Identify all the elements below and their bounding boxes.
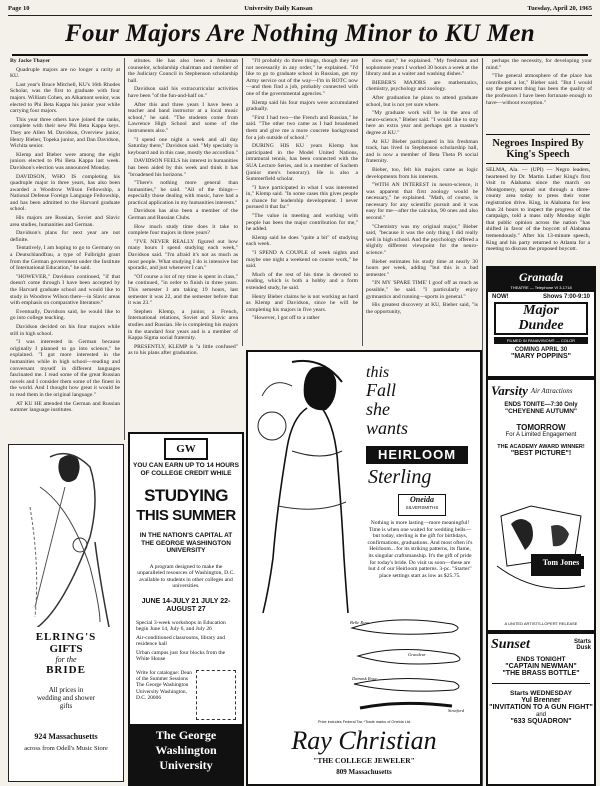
elrings-gifts-line: gifts [59, 702, 73, 710]
article-paragraph: Bieber estimates his study time at nearly 30 hours per week, adding "but this is a bad semester." [366, 258, 478, 278]
article-paragraph: "The value in meeting and working with people has been the major contribution for me," he added. [246, 213, 358, 233]
article-paragraph: stitutes. He has also been a freshman counselor, scholarship chairman and member of the Judiciary Council in Stephenson scholarship hall. [128, 58, 238, 84]
heirloom-fineprint: Price includes Federal Tax *Trade marks of Oneida Ltd. [318, 720, 412, 724]
article-paragraph: DAVIDSON FEELS his interest in humanities has been aided by this week and think it has "broadened his horizons." [128, 158, 238, 178]
article-column-1 [10, 58, 120, 440]
elrings-for: for the [55, 655, 77, 664]
article-paragraph: Bieber, too, felt his majors came as logic developments from his interests. [366, 166, 478, 180]
article-paragraph: Davidson has also been a member of the German and Russian Clubs. [128, 208, 238, 222]
granada-sub: THEATRE — Telephone VI 3-1718 [510, 285, 572, 290]
article-paragraph: AT KU HE attended the German and Russian summer language institutes. [10, 400, 120, 414]
tagline-this: this [366, 364, 390, 381]
article-paragraph: "I SPEND A COUPLE of week nights and maybe one night a weekend on course work," he said. [246, 250, 358, 270]
article-paragraph: Davidson said his extracurricular activities have been "of the fun-and-half on." [128, 86, 238, 99]
article-paragraph: Tentatively, I am hoping to go to Germany on a Deutschlandfrau, a type of Fulbright grant from the German government under the Institute of International Education," he said. [10, 245, 120, 272]
granada-showtimes: Shows 7:00-9:10 [542, 294, 590, 300]
gw-bullet-1: Special 3-week workshops in Education begin June 14, July 6, and July 26 [136, 620, 226, 633]
article-column-5 [486, 58, 592, 132]
article-paragraph: Davidson decided on his four majors while still in high school. [10, 323, 120, 337]
gw-top-text: YOU CAN EARN UP TO 14 HOURS OF COLLEGE CREDIT WHILE [133, 462, 239, 477]
heirloom-sterling: Sterling [368, 466, 432, 488]
page-number: Page 10 [8, 5, 30, 12]
article-paragraph: DAVIDSON, WHO IS completing his quadruple major in three years, has also been awarded a Woodrow Wilson Fellowship, a National Defense Foreign Language Fellowship, and has been admitted to the Harvard graduate school. [10, 173, 120, 213]
article-paragraph: "There's nothing more general than humanities," he said. "All of the things—especially those dealing with music, have had a practical application in my humanities interests." [128, 180, 238, 206]
granada-title-1: Major [523, 303, 559, 318]
article-paragraph: "Of course a lot of my time is spent in class," he continued, "in order to finish in three years. This semester I am taking 19 hours, last semester it was 22, and the semester before that it was 23." [128, 273, 238, 307]
pattern-belle-rose: Belle Rose [350, 620, 370, 625]
varsity-credit: A UNITED ARTISTS-LOPERT RELEASE [504, 621, 578, 626]
sunset-name: Sunset [491, 637, 530, 652]
article-paragraph: After this and three years I have been a teacher and band instructor at a local music school," he said. "The students come from Lawrence High School and some of the instruments also." [128, 101, 238, 134]
granada-color: FILMED IN PANAVISION® — COLOR [494, 337, 588, 344]
gw-name-2: Washington [155, 743, 217, 757]
oneida-name: Oneida [410, 495, 434, 504]
article-paragraph: Davidson's plans for next year are not definite. [10, 230, 120, 243]
elrings-note: across from Odell's Music Store [24, 745, 108, 752]
article-paragraph: "Chemistry was my original major," Bieber said, "because it was the only thing I did really well in high school. And the psychology offered a slightly different viewpoint for the neuro-science." [366, 223, 478, 257]
article-paragraph: Stephen Klemp, a junior, a French, International relations, Soviet and Slavic area studies and Russian. He is completing his majors in the standard four years and is a member of Kappa Sigma social fraternity. [128, 308, 238, 342]
gw-this-summer: THIS SUMMER [136, 507, 236, 524]
sunset-film-1: "CAPTAIN NEWMAN" [505, 663, 577, 670]
elrings-bride: BRIDE [46, 664, 86, 676]
store-tagline: "THE COLLEGE JEWELER" [313, 756, 415, 765]
gw-desc: A program designed to make the unparalleled resources of Washington, D.C. available to students in other colleges and universities. [137, 564, 235, 590]
sunset-and: and [535, 712, 546, 718]
article-paragraph: "I'VE NEVER REALLY figured out how many hours I spend studying each week," Davidson said. "I'm afraid it's not as much as most people. What studying I do is intensive but sporadic, and just whenever I can." [128, 238, 238, 272]
sunset-dusk: Dusk [576, 645, 591, 651]
oneida-silversmiths: SILVERSMITHS [405, 505, 439, 510]
brief-body: SELMA, Ala. — (UPI) — Negro leaders, heartened by Dr. Martin Luther King's first visit to Alabama since the march on Montgomery, spread out through a three-county area today to press their voter registration drive. King, in Alabama for less than 24 hours to inspect the progress of the campaign, told a mass rally Monday night that public opinion across the nation "has shifted in favor of the boycott of Alabama tremendously." After his 13-minute speech, King and his party returned to Atlanta for a meeting to discuss the proposed boycott. [486, 167, 590, 253]
article-paragraph: perhaps the necessity, for developing your mind." [486, 58, 592, 71]
oneida-box [398, 494, 446, 516]
article-paragraph: "My graduate work will be in the area of neuro-science," Bieber said. "I would like to stay here an extra year and perhaps get a master's degree at KU." [366, 110, 478, 136]
elrings-wedding: wedding and shower [37, 694, 95, 702]
sunset-film-3: "INVITATION TO A GUN FIGHT" [489, 704, 593, 711]
article-paragraph: His greatest discovery at KU, Bieber said, "is the opportunity, [366, 302, 478, 315]
granada-next: "MARY POPPINS" [511, 353, 571, 360]
varsity-attractions: Air Attractions [530, 387, 573, 395]
gw-ad [128, 432, 244, 786]
varsity-tomorrow: TOMORROW [516, 423, 566, 432]
gw-capital: IN THE NATION'S CAPITAL AT THE GEORGE WASHINGTON UNIVERSITY [139, 532, 233, 554]
sunset-ad [486, 632, 596, 786]
article-paragraph: Much of the rest of his time is devoted to reading, which is both a hobby and a form extended study, he said. [246, 271, 358, 291]
article-paragraph: "HOWEVER," Davidson continued, "if that doesn't come through I have been accepted by the Harvard graduate school and would like to study in Woodrow Wilson there—in Slavic areas with emphasis on comparative literature." [10, 273, 120, 307]
article-paragraph: Quadruple majors are no longer a rarity at KU. [10, 66, 120, 80]
article-paragraph: "However, I got off to a rather [252, 315, 320, 322]
bride-illustration [10, 447, 122, 627]
news-brief-box [486, 134, 590, 264]
gw-coupon [196, 670, 236, 720]
elrings-address: 924 Massachusetts [34, 732, 98, 741]
gw-studying: STUDYING [144, 486, 228, 505]
article-byline: By Jacke Thayer [10, 58, 51, 64]
tagline-fall: Fall [366, 380, 396, 400]
article-paragraph: After graduation he plans to attend graduate school, but is not yet sure where. [366, 94, 478, 108]
article-paragraph: At KU Bieber participated in his freshman track, has lived in Stephenson scholarship hall, and is now a member of Beta Theta Pi social fraternity. [366, 138, 478, 165]
article-paragraph: "WITH AN INTEREST in neuro-science, it was apparent that first zoology would be necessary," he explained. "Math, of course, is necessary for any scientific pursuit and it was easy for me—after the calculus, 90 ones and also second." [366, 182, 478, 222]
elrings-name: ELRING'S [35, 631, 97, 643]
main-headline: Four Majors Are Nothing Minor to KU Men [12, 14, 588, 56]
article-paragraph: "I have participated in what I was interested in," Klemp said. "In some cases this gives people a chance for leadership development. I never pursued it that far." [246, 184, 358, 211]
granada-title-2: Dundee [518, 318, 564, 333]
tagline-she: she [366, 399, 390, 419]
varsity-award: THE ACADEMY AWARD WINNER! [497, 444, 585, 450]
article-column-3 [246, 58, 358, 346]
major-dundee-box [494, 302, 588, 335]
article-paragraph: DURING HIS KU years Klemp has participated in the Model United Nations, intramural tennis, has been connected with the SUA Lecture Series, and is a member of Sachem (junior men's honorary). He is also a Summerfield scholar. [246, 143, 358, 183]
varsity-best: "BEST PICTURE"! [510, 450, 572, 457]
varsity-ends: ENDS TONITE—7:30 Only [504, 402, 578, 408]
elrings-gifts: GIFTS [49, 643, 83, 655]
article-paragraph: slow start," he explained. "My freshman and sophomore years I worked 30 hours a week at the library and as a waiter and washing dishes." [366, 58, 478, 78]
sunset-film-2: "THE BRASS BOTTLE" [502, 670, 580, 677]
pattern-grandeur: Grandeur [408, 652, 426, 657]
granada-header [488, 268, 594, 292]
article-paragraph: "I spend one night a week and all day Saturday there," Davidson said. "My specialty is keyboard and in this case, mostly the accordion." [128, 136, 238, 156]
sunset-ends: ENDS TONIGHT [516, 656, 566, 663]
heirloom-brand: HEIRLOOM [366, 446, 468, 464]
varsity-ad [486, 378, 596, 632]
varsity-limited: For A Limited Engagement [505, 432, 577, 438]
issue-date: Tuesday, April 20, 1965 [527, 5, 592, 12]
paper-name: University Daily Kansan [244, 5, 313, 12]
gw-dates: JUNE 14-JULY 21 JULY 22-AUGUST 27 [141, 598, 231, 613]
gw-name-block [130, 724, 242, 784]
article-paragraph: Klemp said his four majors were accumulated gradually. [246, 99, 358, 113]
sunset-star: Yul Brenner [521, 697, 561, 704]
article-paragraph: "I'll probably do three things, though they are not necessarily in any order," he explained. "I'd like to go to graduate school in Russian, get my Army service out of the way—I'm in ROTC now—and then find a job, probably connected with one of the governmental agencies." [246, 58, 358, 97]
article-paragraph: "I was interested in German because originally I planned to go into science," he explained. "I got more interested in the humanities while in high school—reading and conversant myself in different languages fascinated me. I read some of the great Russian novels and I consider them some of the finest in the world. And I thought how great it would be to read them in the original language." [10, 339, 120, 398]
gw-name-3: University [159, 758, 213, 772]
article-paragraph: PRESENTLY, KLEMP is "a little confused" as to his plans after graduation. [128, 343, 238, 357]
sunset-starts: Starts [573, 639, 591, 645]
tagline-wants: wants [366, 418, 409, 438]
article-paragraph: "IN MY 'SPARE TIME' I goof off as much as possible," he said. "I particularly enjoy gymnastics and running—sports in general." [366, 280, 478, 300]
varsity-tom-jones: Tom Jones [538, 556, 584, 569]
article-paragraph: Klemp and Bieber were among the eight juniors elected to Phi Beta Kappa last week. Davidson's election was announced Monday. [10, 151, 120, 171]
heirloom-copy: Nothing is more lasting—more meaningful! Time is when one waited for wedding bells—but today, sterling is the gift for birthdays, confirmations, graduations. And most often it's Heirloom... for its striking patterns, its flame, its singular craftsmanship. It's the gift of pride for today's bride. Do visit us soon—these are but 4 of our Heirloom patterns. 3-pc. "Starter" place settings start as low as $25.75. [367, 520, 473, 579]
gw-write-for: Write for catalogue: Dean of the Summer Sessions The George Washington University Washington, D.C. 20006 [136, 670, 192, 701]
article-paragraph: Henry Bieber claims he is not working as hard as Klemp and Davidson, since he will be completing his majors in five years. [246, 293, 358, 313]
varsity-film: "CHEYENNE AUTUMN" [504, 408, 577, 415]
article-paragraph: BIEBER'S MAJORS are mathematics, chemistry, psychology and zoology. [366, 79, 478, 93]
store-address: 809 Massachusetts [336, 768, 392, 776]
article-paragraph: Eventually, Davidson said, he would like to go into college teaching. [10, 308, 120, 322]
article-paragraph: His majors are Russian, Soviet and Slavic area studies, humanities and German. [10, 215, 120, 228]
article-paragraph: How much study time does it take to complete four majors in three years? [128, 223, 238, 237]
granada-coming: COMING APRIL 30 [514, 347, 568, 353]
sunset-film-4: "633 SQUADRON" [510, 718, 572, 725]
article-paragraph: This year three others have joined the ranks, complete with their new Phi Beta Kappa keys. They are Allen M. Davidson, Overview junior, Henry Bieber, Topeka junior, and Dan Davidson, Wichita senior. [10, 116, 120, 150]
woman-illustration [252, 356, 362, 616]
granada-name: Granada [518, 270, 563, 284]
article-paragraph: "First I had two—the French and Russian," he said. "The other two came as I had broadened them and give me a more concrete background for a job outside of school." [246, 114, 358, 141]
granada-now: NOW! [492, 294, 509, 300]
brief-headline: Negroes Inspired By King's Speech [486, 134, 590, 164]
gw-logo: GW [164, 438, 208, 460]
store-name: Ray Christian [291, 726, 437, 755]
article-column-4 [366, 58, 478, 346]
article-paragraph: Klemp said he does "quite a bit" of studying each week. [246, 234, 358, 248]
elrings-ad [8, 444, 124, 782]
article-paragraph: "The general atmosphere of the place has contributed a lot," Bieber said. "But I would say the greatest thing has been the quality of the professors I have been fortunate enough to have—without exception." [486, 73, 592, 106]
pattern-stratford: Stratford [448, 708, 465, 713]
granada-ad [486, 266, 596, 378]
varsity-name: Varsity [491, 383, 528, 398]
elrings-prices: All prices in [48, 686, 84, 694]
tom-jones-illustration [491, 496, 591, 596]
pattern-damask-rose: Damask Rose [352, 676, 377, 681]
article-column-2 [128, 58, 238, 414]
gw-name-1: The George [155, 728, 217, 742]
gw-bullet-2: Air-conditioned classrooms, library and residence hall [136, 634, 226, 648]
article-paragraph: Last year's Bruce Mitchell, KU's 16th Rhodes Scholar, was the first to graduate with four majors. William Cohen, an Alkamont senior, was elected to Phi Beta Kappa his junior year while carrying four majors. [10, 81, 120, 115]
heirloom-ad [246, 350, 482, 786]
sunset-wednesday: Starts WEDNESDAY [510, 690, 572, 697]
gw-bullet-3: Urban campus just four blocks from the White House [136, 649, 226, 663]
